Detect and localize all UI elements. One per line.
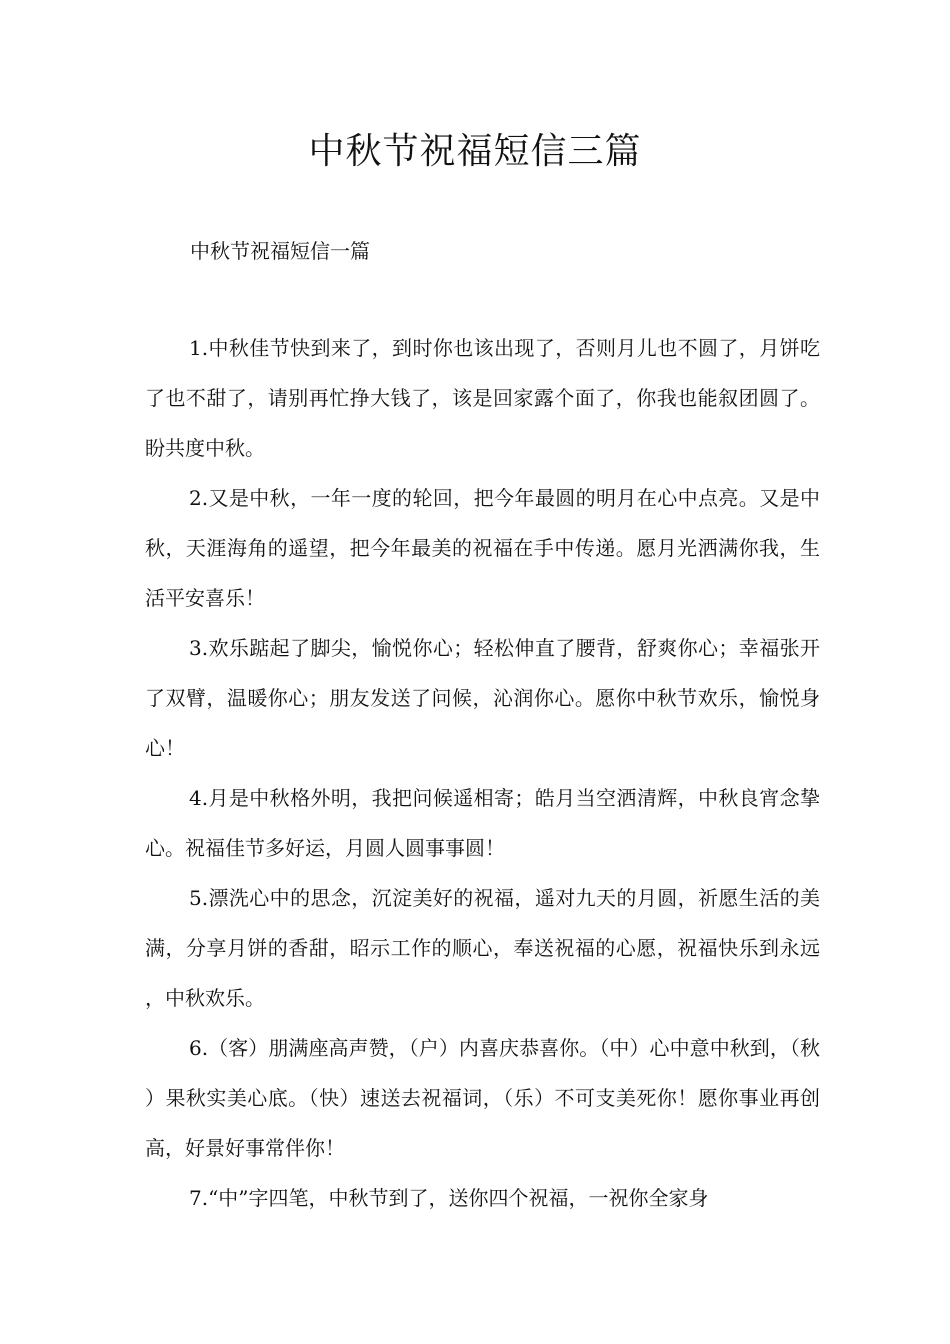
paragraph-3: 3.欢乐踮起了脚尖，愉悦你心；轻松伸直了腰背，舒爽你心；幸福张开了双臂，温暖你心；朋友发送了问候，沁润你心。愿你中秋节欢乐，愉悦身心！ <box>145 636 820 760</box>
paragraph-7: 7.“中”字四笔，中秋节到了，送你四个祝福，一祝你全家身 <box>189 1186 709 1210</box>
paragraph-5: 5.漂洗心中的思念，沉淀美好的祝福，遥对九天的月圆，祈愿生活的美满，分享月饼的香甜，昭示工作的顺心，奉送祝福的心愿，祝福快乐到永远，中秋欢乐。 <box>145 886 820 1010</box>
section-heading: 中秋节祝福短信一篇 <box>190 239 370 263</box>
paragraph-4: 4.月是中秋格外明，我把问候遥相寄；皓月当空洒清辉，中秋良宵念挚心。祝福佳节多好运，月圆人圆事事圆！ <box>145 786 820 860</box>
document-body <box>145 323 820 1223</box>
document-title: 中秋节祝福短信三篇 <box>308 131 642 172</box>
paragraph-6: 6.（客）朋满座高声赞，（户）内喜庆恭喜你。（中）心中意中秋到，（秋）果秋实美心底。（快）速送去祝福词，（乐）不可支美死你！愿你事业再创高，好景好事常伴你！ <box>145 1036 820 1160</box>
paragraph-1: 1.中秋佳节快到来了，到时你也该出现了，否则月儿也不圆了，月饼吃了也不甜了，请别再忙挣大钱了，该是回家露个面了，你我也能叙团圆了。盼共度中秋。 <box>145 336 820 460</box>
paragraph-2: 2.又是中秋，一年一度的轮回，把今年最圆的明月在心中点亮。又是中秋，天涯海角的遥望，把今年最美的祝福在手中传递。愿月光洒满你我，生活平安喜乐！ <box>145 486 820 610</box>
